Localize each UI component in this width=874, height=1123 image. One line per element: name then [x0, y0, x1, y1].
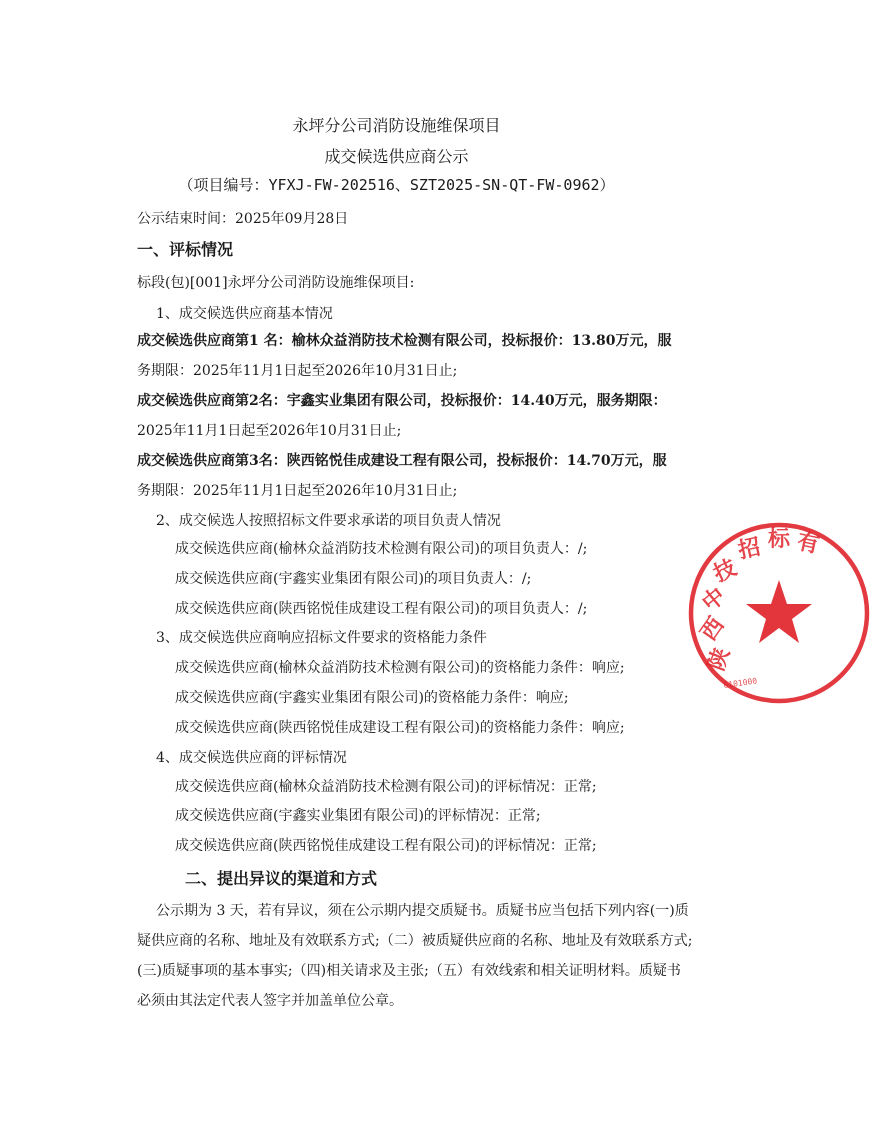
sub4-item: 成交候选供应商(陕西铭悦佳成建设工程有限公司)的评标情况：正常; [175, 838, 597, 854]
section1-heading: 一、评标情况 [137, 240, 234, 259]
company-seal-stamp [684, 518, 874, 708]
sub2-item: 成交候选供应商(宇鑫实业集团有限公司)的项目负责人：/; [175, 571, 532, 587]
svg-text:陕: 陕 [704, 644, 736, 675]
sub2-title: 2、成交候选人按照招标文件要求承诺的项目负责人情况 [156, 513, 501, 529]
sub2-item: 成交候选供应商(陕西铭悦佳成建设工程有限公司)的项目负责人：/; [175, 601, 588, 617]
candidate-3-line1: 成交候选供应商第3名：陕西铭悦佳成建设工程有限公司，投标报价：14.70万元，服 [137, 453, 667, 469]
svg-text:技: 技 [709, 555, 741, 588]
sub1-title: 1、成交候选供应商基本情况 [156, 306, 333, 322]
sub3-item: 成交候选供应商(陕西铭悦佳成建设工程有限公司)的资格能力条件：响应; [175, 720, 625, 736]
candidate-2-line1: 成交候选供应商第2名：宇鑫实业集团有限公司，投标报价：14.40万元，服务期限： [137, 393, 667, 409]
page-title: 永坪分公司消防设施维保项目 [292, 116, 501, 135]
section2-heading: 二、提出异议的渠道和方式 [185, 869, 378, 888]
lot-title: 标段(包)[001]永坪分公司消防设施维保项目: [137, 275, 415, 291]
sub3-item: 成交候选供应商(榆林众益消防技术检测有限公司)的资格能力条件：响应; [175, 660, 625, 676]
sub4-title: 4、成交候选供应商的评标情况 [156, 750, 347, 766]
announce-end-time: 公示结束时间：2025年09月28日 [137, 211, 349, 227]
candidate-1-line2: 务期限：2025年11月1日起至2026年10月31日止; [137, 363, 458, 379]
section2-paragraph-line: 公示期为 3 天，若有异议，须在公示期内提交质疑书。质疑书应当包括下列内容(一)质 [156, 903, 689, 919]
section2-paragraph-line: 必须由其法定代表人签字并加盖单位公章。 [137, 993, 403, 1009]
candidate-3-line2: 务期限：2025年11月1日起至2026年10月31日止; [137, 483, 458, 499]
project-number: （项目编号：YFXJ-FW-202516、SZT2025-SN-QT-FW-0962） [178, 176, 615, 194]
sub3-title: 3、成交候选供应商响应招标文件要求的资格能力条件 [156, 630, 487, 646]
svg-text:中: 中 [697, 583, 731, 617]
section2-paragraph-line: (三)质疑事项的基本事实;（四)相关请求及主张;（五）有效线索和相关证明材料。质疑书 [137, 963, 681, 979]
svg-text:6101000: 6101000 [723, 676, 758, 690]
svg-text:有: 有 [794, 529, 822, 559]
svg-text:招: 招 [736, 534, 763, 564]
sub4-item: 成交候选供应商(榆林众益消防技术检测有限公司)的评标情况：正常; [175, 779, 597, 795]
page-subtitle: 成交候选供应商公示 [324, 147, 469, 166]
sub2-item: 成交候选供应商(榆林众益消防技术检测有限公司)的项目负责人：/; [175, 541, 588, 557]
sub4-item: 成交候选供应商(宇鑫实业集团有限公司)的评标情况：正常; [175, 808, 541, 824]
candidate-1-line1: 成交候选供应商第1 名：榆林众益消防技术检测有限公司，投标报价：13.80万元，服 [137, 333, 672, 349]
svg-text:标: 标 [768, 527, 791, 552]
sub3-item: 成交候选供应商(宇鑫实业集团有限公司)的资格能力条件：响应; [175, 690, 569, 706]
star-icon [746, 580, 812, 643]
candidate-2-line2: 2025年11月1日起至2026年10月31日止; [137, 423, 402, 439]
svg-text:西: 西 [696, 613, 730, 646]
section2-paragraph-line: 疑供应商的名称、地址及有效联系方式;（二）被质疑供应商的名称、地址及有效联系方式; [137, 933, 693, 949]
